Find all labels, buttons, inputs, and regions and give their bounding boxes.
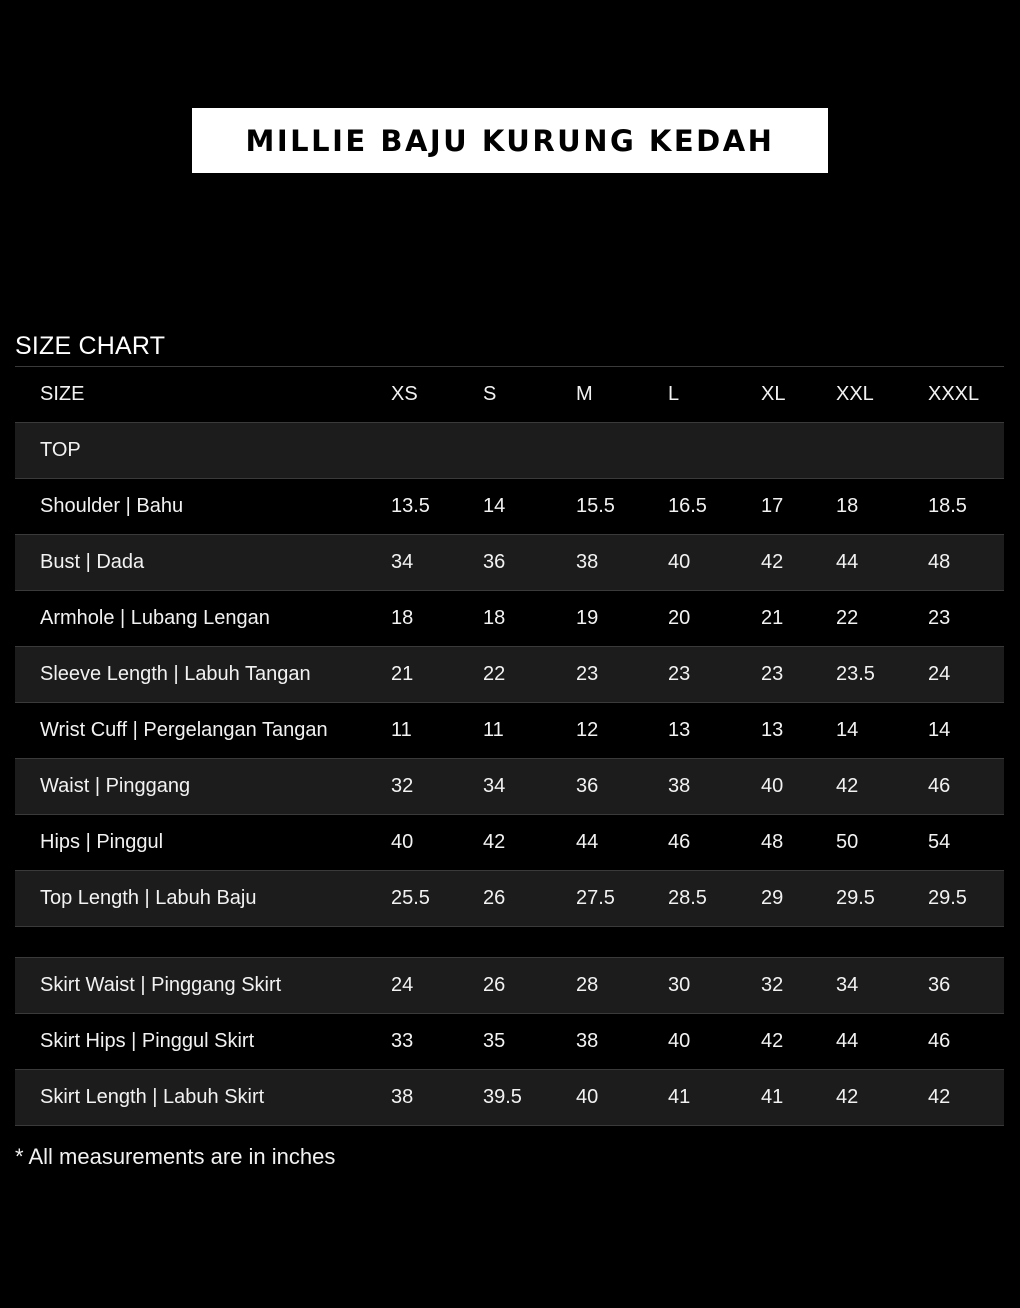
table-row [15, 591, 1004, 647]
table-row [15, 647, 1004, 703]
measurement-value: 28 [576, 974, 599, 996]
measurement-value: 12 [576, 719, 599, 741]
measurement-value: 33 [391, 1030, 414, 1052]
measurement-value: 46 [928, 775, 951, 797]
measurement-value: 21 [391, 663, 414, 685]
measurement-value: 18 [483, 607, 506, 629]
measurement-value: 19 [576, 607, 599, 629]
measurement-value: 42 [836, 1086, 859, 1108]
measurement-value: 42 [483, 831, 506, 853]
measurement-value: 11 [391, 719, 412, 741]
header-cell: XL [761, 383, 786, 405]
measurement-value: 26 [483, 974, 506, 996]
measurement-value: 40 [761, 775, 784, 797]
measurement-value: 23.5 [836, 663, 875, 685]
measurement-value: 41 [761, 1086, 784, 1108]
table-header-row [15, 367, 1004, 423]
measurement-value: 14 [836, 719, 859, 741]
measurement-label: Top Length | Labuh Baju [40, 887, 257, 909]
table-gap [15, 927, 1004, 958]
measurement-label: Armhole | Lubang Lengan [40, 607, 270, 629]
measurement-label: Bust | Dada [40, 551, 145, 573]
measurement-value: 23 [668, 663, 691, 685]
measurement-value: 14 [928, 719, 951, 741]
measurement-value: 24 [928, 663, 951, 685]
section-heading: SIZE CHART [15, 332, 166, 360]
measurement-value: 38 [391, 1086, 414, 1108]
measurement-value: 13 [668, 719, 691, 741]
measurement-value: 25.5 [391, 887, 430, 909]
measurement-value: 36 [483, 551, 506, 573]
measurement-value: 32 [761, 974, 784, 996]
table-section-row [15, 423, 1004, 479]
measurement-value: 38 [576, 1030, 599, 1052]
measurement-value: 50 [836, 831, 859, 853]
measurement-value: 42 [928, 1086, 951, 1108]
header-cell: L [668, 383, 680, 405]
measurement-value: 34 [483, 775, 506, 797]
measurement-value: 40 [668, 1030, 691, 1052]
measurement-value: 38 [668, 775, 691, 797]
measurement-value: 54 [928, 831, 951, 853]
table-row [15, 871, 1004, 927]
table-row [15, 759, 1004, 815]
measurement-value: 20 [668, 607, 691, 629]
measurement-label: Wrist Cuff | Pergelangan Tangan [40, 719, 328, 741]
measurement-value: 27.5 [576, 887, 615, 909]
measurement-value: 44 [836, 1030, 859, 1052]
measurement-value: 18 [391, 607, 414, 629]
measurement-value: 29.5 [836, 887, 875, 909]
table-row [15, 703, 1004, 759]
measurement-value: 17 [761, 495, 784, 517]
measurement-value: 48 [761, 831, 784, 853]
measurement-value: 40 [576, 1086, 599, 1108]
measurement-value: 24 [391, 974, 414, 996]
measurement-value: 46 [668, 831, 691, 853]
measurement-value: 40 [391, 831, 414, 853]
section-label: TOP [40, 439, 81, 461]
table-row [15, 815, 1004, 871]
measurement-value: 28.5 [668, 887, 707, 909]
measurement-label: Skirt Length | Labuh Skirt [40, 1086, 265, 1108]
measurement-value: 34 [391, 551, 414, 573]
header-cell: XS [391, 383, 418, 405]
measurement-value: 36 [576, 775, 599, 797]
measurement-label: Shoulder | Bahu [40, 495, 184, 517]
measurement-value: 13.5 [391, 495, 430, 517]
measurement-value: 21 [761, 607, 784, 629]
measurement-value: 36 [928, 974, 951, 996]
measurement-value: 30 [668, 974, 691, 996]
header-cell: XXL [836, 383, 874, 405]
measurement-value: 23 [928, 607, 951, 629]
size-table-top [15, 367, 1004, 1126]
measurement-value: 41 [668, 1086, 691, 1108]
table-row [15, 1014, 1004, 1070]
header-cell: SIZE [40, 383, 85, 405]
table-row [15, 958, 1004, 1014]
measurement-value: 34 [836, 974, 859, 996]
measurement-value: 14 [483, 495, 506, 517]
measurement-value: 44 [576, 831, 599, 853]
measurement-value: 29.5 [928, 887, 967, 909]
measurement-value: 26 [483, 887, 506, 909]
measurement-value: 32 [391, 775, 414, 797]
measurement-label: Hips | Pinggul [40, 831, 164, 853]
measurement-value: 11 [483, 719, 504, 741]
measurement-value: 40 [668, 551, 691, 573]
table-row [15, 535, 1004, 591]
measurement-value: 42 [836, 775, 859, 797]
measurement-value: 22 [836, 607, 859, 629]
measurement-label: Sleeve Length | Labuh Tangan [40, 663, 311, 685]
measurement-value: 46 [928, 1030, 951, 1052]
measurement-value: 35 [483, 1030, 506, 1052]
header-cell: M [576, 383, 593, 405]
measurement-value: 13 [761, 719, 784, 741]
measurement-value: 23 [576, 663, 599, 685]
measurement-value: 15.5 [576, 495, 615, 517]
measurement-value: 44 [836, 551, 859, 573]
page-title: MILLIE BAJU KURUNG KEDAH [245, 123, 775, 158]
header-cell: XXXL [928, 383, 980, 405]
measurement-value: 18 [836, 495, 859, 517]
measurement-value: 42 [761, 551, 784, 573]
measurement-value: 42 [761, 1030, 784, 1052]
measurement-value: 38 [576, 551, 599, 573]
header-cell: S [483, 383, 497, 405]
measurement-label: Skirt Waist | Pinggang Skirt [40, 974, 282, 996]
measurement-value: 29 [761, 887, 784, 909]
measurement-value: 39.5 [483, 1086, 522, 1108]
measurement-label: Skirt Hips | Pinggul Skirt [40, 1030, 255, 1052]
table-row [15, 1070, 1004, 1126]
measurement-value: 16.5 [668, 495, 707, 517]
footnote: * All measurements are in inches [15, 1144, 336, 1169]
measurement-label: Waist | Pinggang [40, 775, 191, 797]
table-row [15, 479, 1004, 535]
measurement-value: 18.5 [928, 495, 967, 517]
measurement-value: 23 [761, 663, 784, 685]
measurement-value: 22 [483, 663, 506, 685]
measurement-value: 48 [928, 551, 951, 573]
title-banner [192, 108, 828, 173]
